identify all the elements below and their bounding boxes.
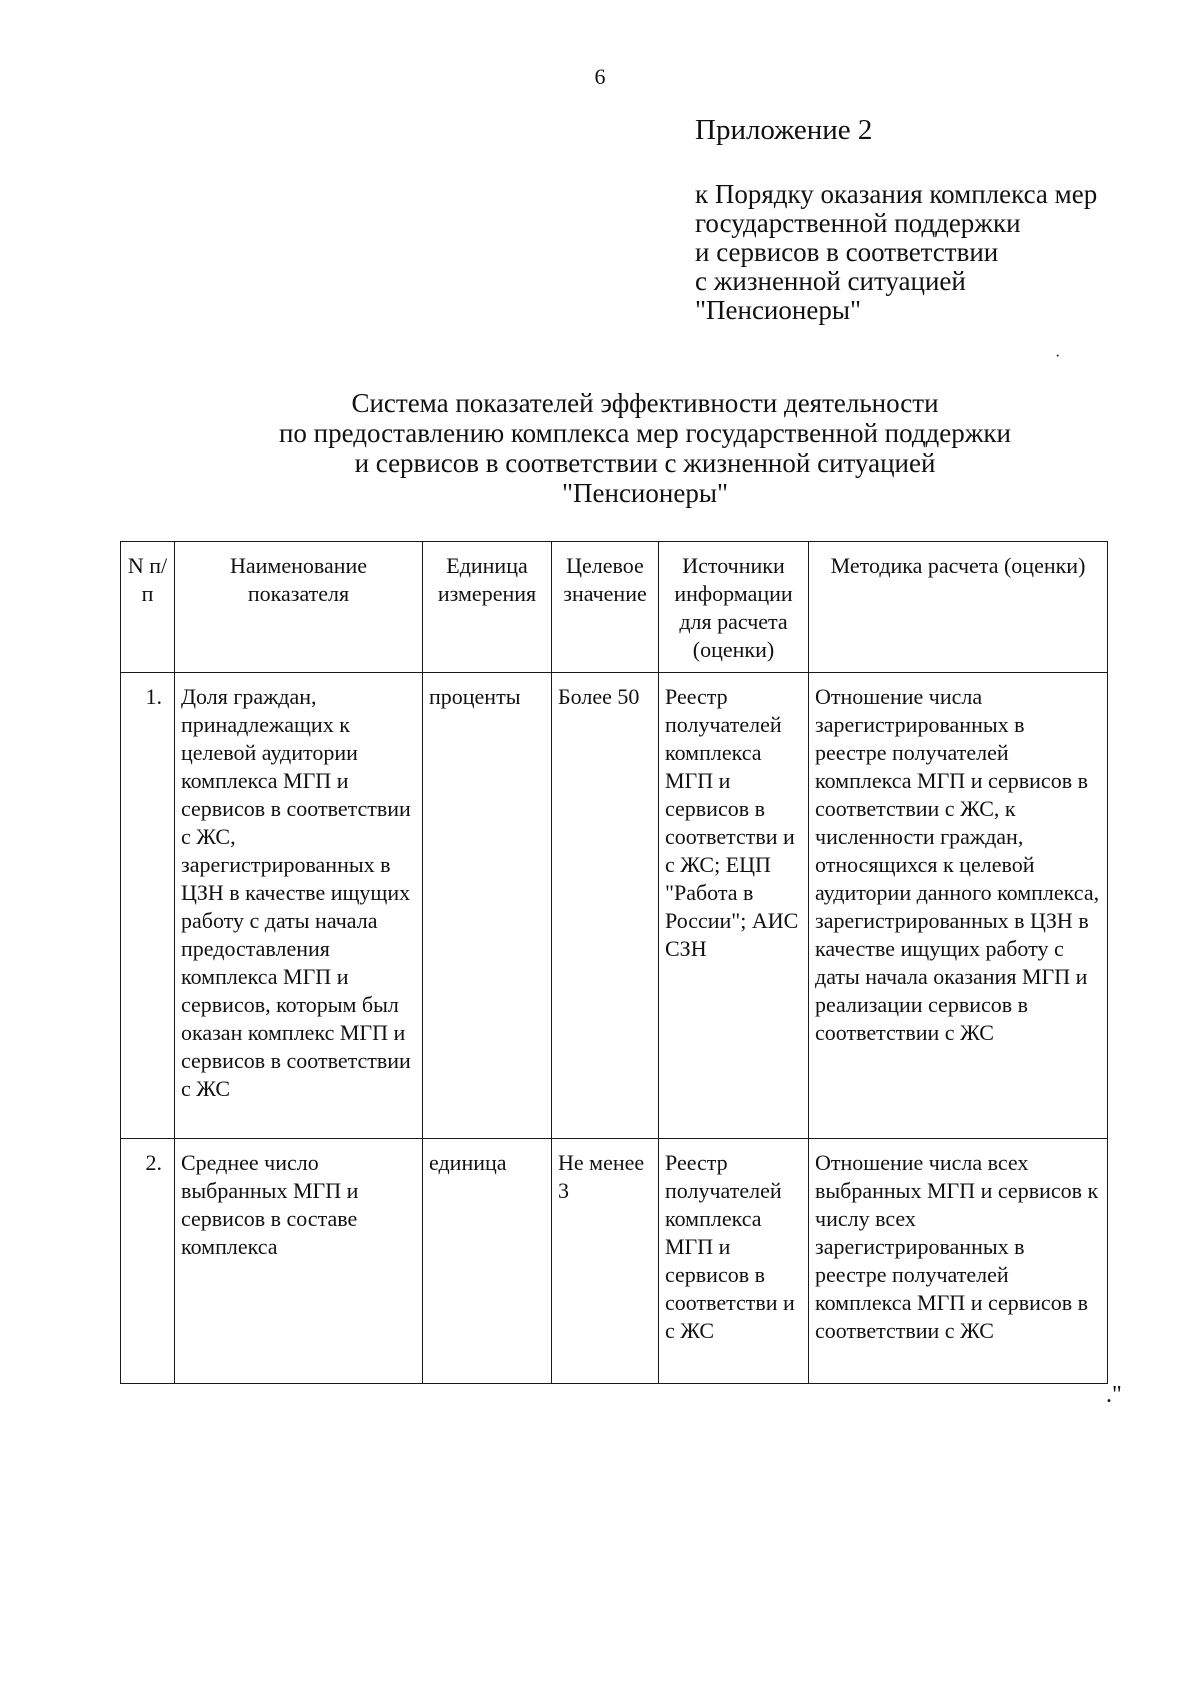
cell-information-sources: Реестр получателей комплекса МГП и сервисов в соответстви и с ЖС: [659, 1139, 809, 1384]
document-title-line: по предоставлению комплекса мер государственной поддержки: [278, 418, 1012, 448]
cell-calculation-method: Отношение числа зарегистрированных в реестре получателей комплекса МГП и сервисов в соответствии с ЖС, к численности граждан, относящихся к целевой аудитории данного комплекса, зарегистрированных в ЦЗН в качестве ищущих работу с даты начала оказания МГП и реализации сервисов в соответствии с ЖС: [809, 673, 1108, 1139]
header-unit: Единица измерения: [423, 542, 552, 673]
cell-number: 2.: [121, 1139, 175, 1384]
cell-number: 1.: [121, 673, 175, 1139]
document-title-line: Система показателей эффективности деятельности: [351, 388, 939, 418]
appendix-reference-line: государственной поддержки: [695, 208, 1021, 238]
cell-indicator-name: Среднее число выбранных МГП и сервисов в составе комплекса: [175, 1139, 423, 1384]
appendix-title: Приложение 2: [695, 114, 873, 146]
table-row: [121, 1139, 1108, 1384]
document-title: [0, 388, 1200, 508]
header-information-sources: Источники информации для расчета (оценки): [659, 542, 809, 673]
cell-information-sources: Реестр получателей комплекса МГП и сервисов в соответстви и с ЖС; ЕЦП "Работа в России"; АИС СЗН: [659, 673, 809, 1139]
appendix-reference-line: "Пенсионеры": [695, 295, 861, 325]
appendix-reference-line: к Порядку оказания комплекса мер: [695, 179, 1098, 209]
cell-calculation-method: Отношение числа всех выбранных МГП и сервисов к числу всех зарегистрированных в реестре получателей комплекса МГП и сервисов в соответствии с ЖС: [809, 1139, 1108, 1384]
metrics-table: [120, 541, 1108, 1384]
table-header-row: [121, 542, 1108, 673]
header-calculation-method: Методика расчета (оценки): [809, 542, 1108, 673]
document-title-line: и сервисов в соответствии с жизненной ситуацией: [354, 448, 936, 478]
page-number: 6: [594, 64, 606, 89]
cell-unit: единица: [423, 1139, 552, 1384]
table-row: [121, 673, 1108, 1139]
cell-target-value: Более 50: [552, 673, 659, 1139]
closing-quote-mark: .": [1106, 1382, 1122, 1408]
header-target-value: Целевое значение: [552, 542, 659, 673]
cell-indicator-name: Доля граждан, принадлежащих к целевой аудитории комплекса МГП и сервисов в соответствии с ЖС, зарегистрированных в ЦЗН в качестве ищущих работу с даты начала предоставления комплекса МГП и сервисов, которым был оказан комплекс МГП и сервисов в соответствии с ЖС: [175, 673, 423, 1139]
header-indicator-name: Наименование показателя: [175, 542, 423, 673]
cell-target-value: Не менее 3: [552, 1139, 659, 1384]
appendix-reference: [695, 180, 1097, 325]
header-number: N п/п: [121, 542, 175, 673]
stray-mark: ·: [1055, 348, 1061, 365]
appendix-reference-line: и сервисов в соответствии: [695, 237, 999, 267]
document-title-line: "Пенсионеры": [562, 478, 728, 508]
appendix-reference-line: с жизненной ситуацией: [695, 266, 966, 296]
cell-unit: проценты: [423, 673, 552, 1139]
